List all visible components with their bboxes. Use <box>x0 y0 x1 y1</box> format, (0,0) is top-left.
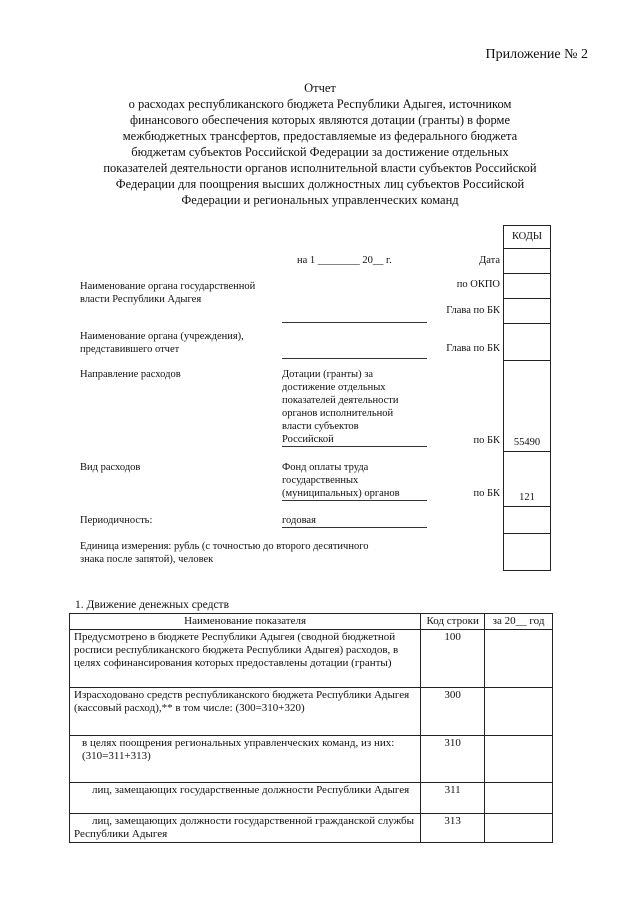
org-name-label <box>80 280 255 306</box>
glava-bk-label: Глава по БК <box>446 305 500 316</box>
unit-label <box>80 540 369 566</box>
column-header: Код строки <box>421 614 485 630</box>
value-line: Российской <box>282 434 334 445</box>
reporter-label <box>80 330 244 356</box>
row-name: лиц, замещающих должности государственной гражданской службы Республики Адыгея <box>70 814 421 843</box>
direction-label: Направление расходов <box>80 369 181 380</box>
column-header: за 20__ год <box>485 614 553 630</box>
bk-label-1: по БК <box>473 435 500 446</box>
row-value[interactable] <box>485 783 553 814</box>
row-code: 310 <box>421 736 485 783</box>
cash-flow-table <box>69 613 553 843</box>
value-line: Дотации (гранты) за <box>282 369 374 380</box>
expense-code-cell <box>503 451 551 507</box>
title-line: межбюджетных трансфертов, предоставляемые из федерального бюджета <box>122 129 518 143</box>
row-code: 313 <box>421 814 485 843</box>
row-code: 100 <box>421 630 485 688</box>
bk-label-2: по БК <box>473 488 500 499</box>
label-line: Единица измерения: рубль (с точностью до второго десятичного <box>80 541 369 552</box>
title-line: бюджетам субъектов Российской Федерации за достижение отдельных <box>131 145 509 159</box>
table-row <box>70 783 553 814</box>
expense-type-value <box>282 461 427 501</box>
glava-bk-code-cell[interactable] <box>503 298 551 324</box>
direction-code-cell <box>503 360 551 452</box>
column-header: Наименование показателя <box>70 614 421 630</box>
label-line: власти Республики Адыгея <box>80 294 202 305</box>
row-name: Предусмотрено в бюджете Республики Адыгея (сводной бюджетной росписи республиканского бюджета Республики Адыгея) расходов, в целях софинансирования которых предоставлены дотации (гранты) <box>70 630 421 688</box>
row-value[interactable] <box>485 688 553 736</box>
row-code: 300 <box>421 688 485 736</box>
value-line: Фонд оплаты труда <box>282 462 369 473</box>
appendix-label: Приложение № 2 <box>485 47 588 62</box>
okpo-code-cell[interactable] <box>503 273 551 299</box>
table-row <box>70 736 553 783</box>
value-line: органов исполнительной <box>282 408 394 419</box>
row-name: Израсходовано средств республиканского бюджета Республики Адыгея (кассовый расход),** в том числе: (300=310+320) <box>70 688 421 736</box>
table-row <box>70 688 553 736</box>
glava-bk-code-cell-2[interactable] <box>503 323 551 361</box>
title-line: финансового обеспечения которых являются дотации (гранты) в форме <box>129 113 511 127</box>
title-line: Федерации и региональных управленческих команд <box>181 193 459 207</box>
title-line: о расходах республиканского бюджета Республики Адыгея, источником <box>128 97 512 111</box>
bk-value-2: 121 <box>519 492 535 503</box>
row-value[interactable] <box>485 630 553 688</box>
bk-value-1: 55490 <box>513 437 541 448</box>
label-line: Наименование органа (учреждения), <box>80 331 244 342</box>
date-label: Дата <box>479 255 500 266</box>
periodicity-label: Периодичность: <box>80 515 153 526</box>
value-line: показателей деятельности <box>282 395 399 406</box>
label-line: знака после запятой), человек <box>80 554 214 565</box>
title-line: показателей деятельности органов исполнительной власти субъектов Российской <box>103 161 537 175</box>
row-name: в целях поощрения региональных управленческих команд, из них: (310=311+313) <box>70 736 421 783</box>
org-name-field[interactable] <box>282 322 427 323</box>
label-line: представившего отчет <box>80 344 180 355</box>
reporter-field[interactable] <box>282 358 427 359</box>
title-line: Федерации для поощрения высших должностных лиц субъектов Российской <box>115 177 525 191</box>
row-name: лиц, замещающих государственные должности Республики Адыгея <box>70 783 421 814</box>
label-line: Наименование органа государственной <box>80 281 256 292</box>
periodicity-value: годовая <box>282 514 427 528</box>
table-row <box>70 814 553 843</box>
codes-column <box>503 225 551 572</box>
report-title <box>100 80 540 208</box>
value-line: государственных <box>282 475 359 486</box>
date-code-cell[interactable] <box>503 248 551 274</box>
okpo-label: по ОКПО <box>456 279 500 290</box>
title-line: Отчет <box>304 81 336 95</box>
value-line: достижение отдельных <box>282 382 386 393</box>
table-row <box>70 630 553 688</box>
table-header-row <box>70 614 553 630</box>
row-value[interactable] <box>485 736 553 783</box>
value-line: (муниципальных) органов <box>282 488 400 499</box>
codes-header: КОДЫ <box>503 225 551 249</box>
report-date: на 1 ________ 20__ г. <box>297 255 392 266</box>
periodicity-code-cell[interactable] <box>503 506 551 534</box>
section-title: 1. Движение денежных средств <box>75 599 229 611</box>
value-line: власти субъектов <box>282 421 359 432</box>
direction-value <box>282 368 427 447</box>
row-code: 311 <box>421 783 485 814</box>
expense-type-label: Вид расходов <box>80 462 141 473</box>
unit-code-cell[interactable] <box>503 533 551 571</box>
row-value[interactable] <box>485 814 553 843</box>
glava-bk-label-2: Глава по БК <box>446 343 500 354</box>
